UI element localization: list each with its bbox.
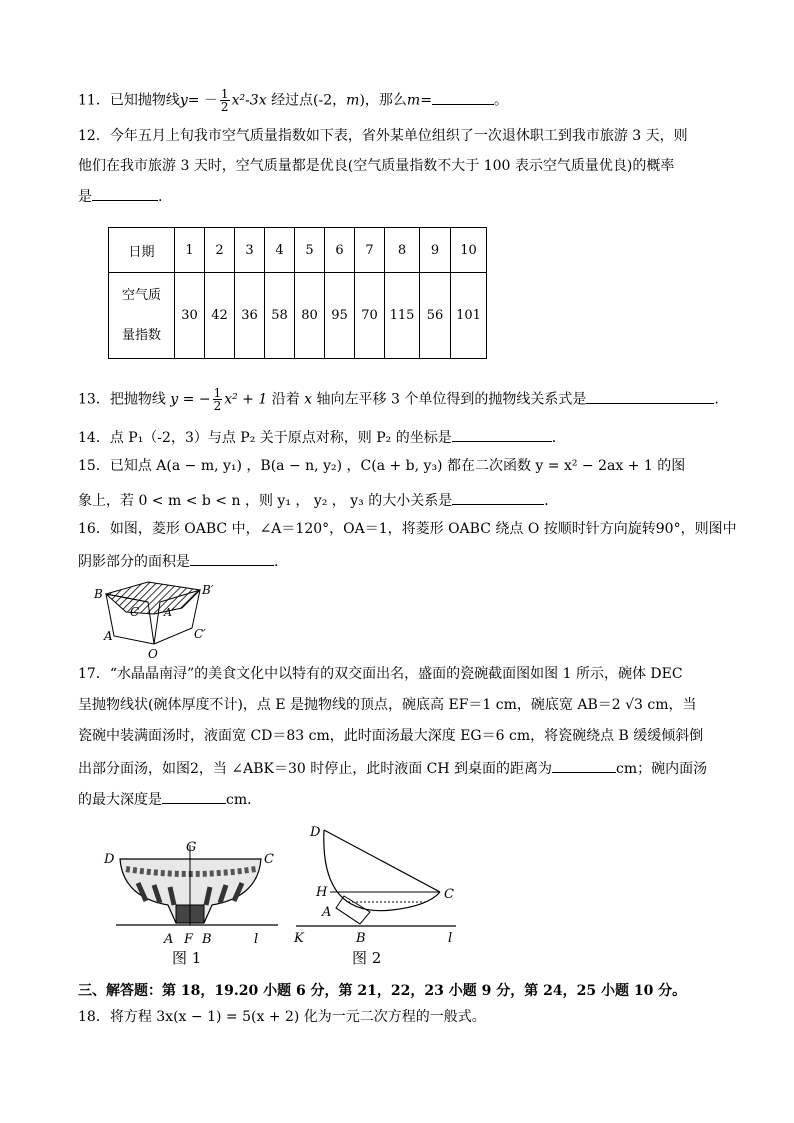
q11-answer-blank[interactable]: [432, 90, 494, 105]
question-11: 11．已知抛物线y= － $\frac{1}{2}$ x²-3x 经过点(-2，m)，那么m= 。: [78, 87, 508, 114]
q14-number: 14．: [78, 430, 110, 446]
aqi-cell: 80: [295, 273, 325, 359]
table-row-aqi: [109, 273, 487, 359]
q13-number: 13．: [78, 391, 110, 408]
question-16-line-1: 16．如图，菱形 OABC 中，∠A＝120°，OA＝1，将菱形 OABC 绕点 O 按顺时针方向旋转90°，则图中: [78, 521, 737, 537]
q16-answer-blank[interactable]: [190, 551, 274, 566]
question-15-line-1: 15．已知点 A(a − m, y₁) ，B(a − n, y₂) ，C(a + b, y₃) 都在二次函数 y = x² − 2ax + 1 的图: [78, 458, 686, 474]
label-B-prime: B′: [202, 583, 214, 597]
day-cell: 5: [295, 228, 325, 273]
aqi-cell: 58: [265, 273, 295, 359]
q15-number: 15．: [78, 458, 110, 474]
q13-fraction: $\frac{1}{2}$: [213, 386, 222, 413]
date-label-cell: 日期: [109, 228, 175, 273]
fig2-label-D: D: [310, 825, 321, 840]
q17-answer-blank-2[interactable]: [162, 789, 226, 804]
fig2-label-A: A: [322, 905, 332, 920]
fig2-label-K: K: [294, 931, 304, 946]
fig2-label-B: B: [356, 931, 366, 946]
q11-fraction: $\frac{1}{2}$: [220, 87, 229, 114]
aqi-cell: 56: [420, 273, 451, 359]
q16-number: 16．: [78, 521, 110, 537]
question-18: 18．将方程 3x(x − 1) = 5(x + 2) 化为一元二次方程的一般式。: [78, 1009, 486, 1025]
label-A: A: [104, 629, 113, 643]
day-cell: 9: [420, 228, 451, 273]
label-O: O: [148, 647, 158, 660]
q17-number: 17．: [78, 666, 110, 682]
aqi-cell: 95: [325, 273, 355, 359]
label-A-prime: A′: [164, 606, 175, 619]
fig1-label-l: l: [254, 932, 259, 947]
fig1-label-A: A: [164, 932, 174, 947]
fig2-label-l: l: [448, 931, 453, 946]
q13-answer-blank[interactable]: [586, 389, 714, 404]
question-13: 13．把抛物线 y = − $\frac{1}{2}$ x² + 1 沿着 x 轴向左平移 3 个单位得到的抛物线关系式是 .: [78, 386, 719, 413]
aqi-cell: 115: [385, 273, 420, 359]
fig1-label-B: B: [202, 932, 212, 947]
question-12-line-1: 12．今年五月上旬我市空气质量指数如下表，省外某单位组织了一次退休职工到我市旅游 3 天，则: [78, 128, 688, 144]
air-quality-table: [108, 227, 487, 359]
question-12-line-3: 是 .: [78, 186, 162, 206]
q12-answer-blank[interactable]: [92, 186, 158, 201]
day-cell: 10: [451, 228, 487, 273]
label-B: B: [94, 587, 103, 601]
day-cell: 1: [175, 228, 205, 273]
day-cell: 7: [355, 228, 385, 273]
day-cell: 4: [265, 228, 295, 273]
question-15-line-2: 象上，若 0 < m < b < n ，则 y₁ ， y₂ ， y₃ 的大小关系是 ．: [78, 490, 558, 510]
q17-answer-blank-1[interactable]: [552, 758, 616, 773]
question-16-line-2: 阴影部分的面积是 .: [78, 551, 278, 571]
tilted-bowl-curve: [324, 830, 440, 911]
fig1-label-G: G: [186, 840, 197, 855]
day-cell: 6: [325, 228, 355, 273]
day-cell: 2: [205, 228, 235, 273]
label-C-prime: C′: [194, 627, 206, 641]
label-C: C: [130, 605, 140, 619]
fig1-label-C: C: [264, 852, 274, 867]
aqi-cell: 42: [205, 273, 235, 359]
question-17-line-3: 瓷碗中装满面汤时，液面宽 CD＝83 cm，此时面汤最大深度 EG＝6 cm，将瓷碗绕点 B 缓缓倾斜倒: [78, 728, 704, 744]
section-3-heading: 三、解答题：第 18，19.20 小题 6 分，第 21，22，23 小题 9 分，第 24，25 小题 10 分。: [78, 983, 687, 999]
day-cell: 8: [385, 228, 420, 273]
question-17-line-2: 呈抛物线状(碗体厚度不计)，点 E 是抛物线的顶点，碗底高 EF＝1 cm，碗底宽 AB＝2 √3 cm，当: [78, 697, 697, 713]
q18-number: 18．: [78, 1009, 110, 1025]
q15-answer-blank[interactable]: [452, 490, 544, 505]
aqi-cell: 30: [175, 273, 205, 359]
q14-answer-blank[interactable]: [452, 427, 552, 442]
fig2-label-H: H: [316, 885, 328, 900]
question-17-line-1: 17．“水晶晶南浔”的美食文化中以特有的双交面出名，盛面的瓷碗截面图如图 1 所示，碗体 DEC: [78, 666, 683, 682]
question-17-line-4: 出部分面汤，如图2，当 ∠ABK＝30 时停止，此时液面 CH 到桌面的距离为 cm；碗内面汤: [78, 758, 707, 778]
fig1-label-F: F: [184, 932, 194, 947]
fig1-caption: 图 1: [172, 949, 202, 967]
aqi-cell: 101: [451, 273, 487, 359]
tilted-bowl-figure-2: [292, 822, 462, 970]
fig2-caption: 图 2: [352, 949, 382, 967]
rhombus-rotation-figure: [88, 580, 228, 660]
question-12-line-2: 他们在我市旅游 3 天时，空气质量都是优良(空气质量指数不大于 100 表示空气质量优良)的概率: [78, 158, 675, 174]
table-row-date: [109, 228, 487, 273]
aqi-cell: 70: [355, 273, 385, 359]
fig2-label-C: C: [444, 887, 454, 902]
fig1-label-D: D: [104, 852, 115, 867]
aqi-cell: 36: [235, 273, 265, 359]
bowl-figure-1: [98, 835, 288, 970]
day-cell: 3: [235, 228, 265, 273]
question-14: 14．点 P₁（-2，3）与点 P₂ 关于原点对称，则 P₂ 的坐标是 ．: [78, 427, 566, 447]
aqi-label-cell: 空气质 量指数: [109, 273, 175, 359]
q11-number: 11．: [78, 92, 110, 109]
shaded-region: [106, 582, 200, 614]
q12-number: 12．: [78, 128, 110, 144]
question-17-line-5: 的最大深度是 cm．: [78, 789, 261, 809]
